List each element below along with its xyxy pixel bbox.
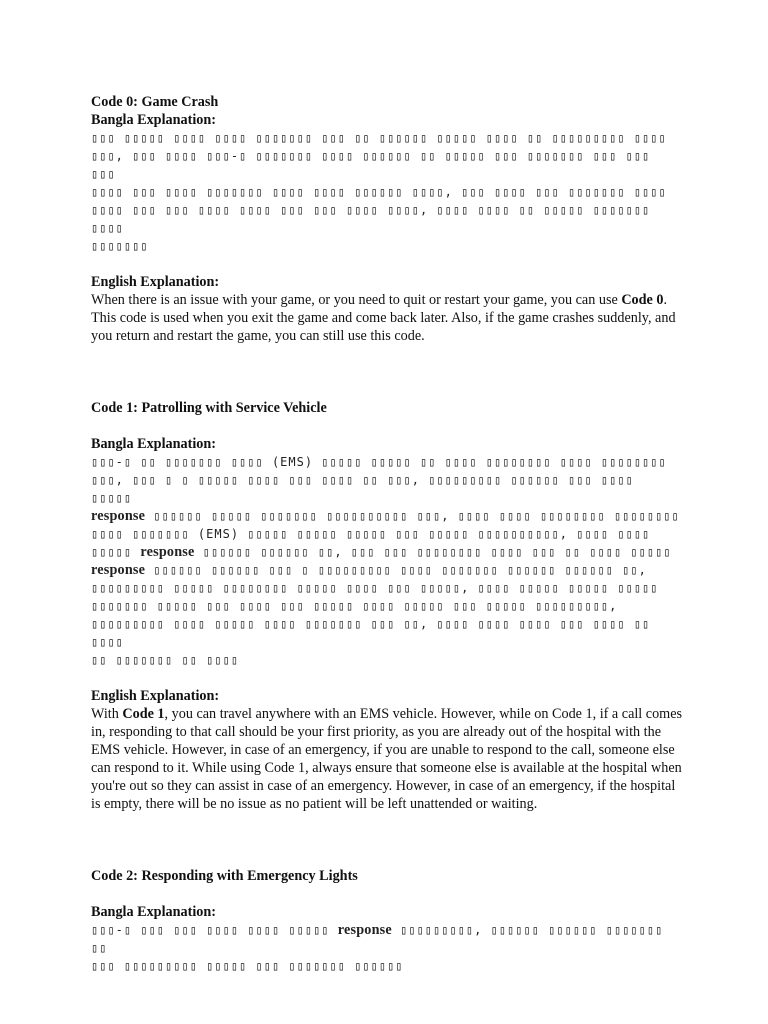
code0-bangla-text [91,129,683,255]
bangla-line: ▯▯▯▯▯▯▯▯▯ ▯▯▯▯▯ ▯▯▯▯▯▯▯▯ ▯▯▯▯▯ ▯▯▯▯ ▯▯▯ ▯▯▯▯▯, ▯▯▯▯ ▯▯▯▯▯ ▯▯▯▯▯ ▯▯▯▯▯ [91,581,659,595]
bangla-line: ▯▯▯▯ ▯▯▯ ▯▯▯▯ ▯▯▯▯▯▯▯ ▯▯▯▯ ▯▯▯▯ ▯▯▯▯▯▯ ▯▯▯▯, ▯▯▯ ▯▯▯▯ ▯▯▯ ▯▯▯▯▯▯▯ ▯▯▯▯ [91,185,667,199]
bangla-line: ▯▯ ▯▯▯▯▯▯▯ ▯▯ ▯▯▯▯ [91,653,240,667]
code1-bangla-text [91,453,683,669]
bangla-line: ▯▯▯▯▯▯▯ ▯▯▯▯▯ ▯▯▯ ▯▯▯▯ ▯▯▯ ▯▯▯▯▯ ▯▯▯▯ ▯▯▯▯▯ ▯▯▯ ▯▯▯▯▯ ▯▯▯▯▯▯▯▯▯, [91,599,618,613]
document-page [91,93,683,975]
code1-bangla-label: Bangla Explanation: [91,436,216,452]
code1-english-bold: Code 1 [122,706,165,722]
code0-english-text [91,291,683,345]
bangla-line: ▯▯▯, ▯▯▯ ▯ ▯ ▯▯▯▯▯ ▯▯▯▯ ▯▯▯ ▯▯▯▯ ▯▯ ▯▯▯, ▯▯▯▯▯▯▯▯▯ ▯▯▯▯▯▯ ▯▯▯ ▯▯▯▯ ▯▯▯▯▯ [91,473,634,505]
bangla-line: ▯▯▯ ▯▯▯▯▯▯▯▯▯ ▯▯▯▯▯ ▯▯▯ ▯▯▯▯▯▯▯ ▯▯▯▯▯▯ [91,959,404,973]
bangla-line: ▯▯▯▯▯▯▯▯▯ ▯▯▯▯ ▯▯▯▯▯ ▯▯▯▯ ▯▯▯▯▯▯▯ ▯▯▯ ▯▯, ▯▯▯▯ ▯▯▯▯ ▯▯▯▯ ▯▯▯ ▯▯▯▯ ▯▯ ▯▯▯▯ [91,617,651,649]
bangla-line: ▯▯▯▯▯ response ▯▯▯▯▯▯ ▯▯▯▯▯▯ ▯▯, ▯▯▯ ▯▯▯ ▯▯▯▯▯▯▯▯ ▯▯▯▯ ▯▯▯ ▯▯ ▯▯▯▯ ▯▯▯▯▯ [91,544,672,560]
bangla-line: response ▯▯▯▯▯▯ ▯▯▯▯▯ ▯▯▯▯▯▯▯ ▯▯▯▯▯▯▯▯▯▯ ▯▯▯, ▯▯▯▯ ▯▯▯▯ ▯▯▯▯▯▯▯▯ ▯▯▯▯▯▯▯▯ [91,508,680,524]
bangla-line: ▯▯▯-▯ ▯▯ ▯▯▯▯▯▯▯ ▯▯▯▯ (EMS) ▯▯▯▯▯ ▯▯▯▯▯ ▯▯ ▯▯▯▯ ▯▯▯▯▯▯▯▯ ▯▯▯▯ ▯▯▯▯▯▯▯▯ [91,455,667,469]
code0-bangla-label: Bangla Explanation: [91,112,216,128]
bangla-line: ▯▯▯-▯ ▯▯▯ ▯▯▯ ▯▯▯▯ ▯▯▯▯ ▯▯▯▯▯ response ▯▯▯▯▯▯▯▯▯, ▯▯▯▯▯▯ ▯▯▯▯▯▯ ▯▯▯▯▯▯▯ ▯▯ [91,922,664,955]
code1-english-text [91,705,683,813]
code1-english-part2: , you can travel anywhere with an EMS vehicle. However, while on Code 1, if a call comes in, responding to that call should be your first priority, as you are already out of the hospital with the EMS vehicle. However, in case of an emergency, if you are unable to respond to the call, someone else can respond to it. While using Code 1, always ensure that someone else is available at the hospital when you're out so they can assist in case of an emergency. However, in case of an emergency, if the hospital is empty, there will be no issue as no patient will be left unattended or waiting. [91,706,683,812]
bangla-line: ▯▯▯, ▯▯▯ ▯▯▯▯ ▯▯▯-▯ ▯▯▯▯▯▯▯ ▯▯▯▯ ▯▯▯▯▯▯ ▯▯ ▯▯▯▯▯ ▯▯▯ ▯▯▯▯▯▯▯ ▯▯▯ ▯▯▯ ▯▯▯ [91,149,651,181]
bangla-line: ▯▯▯▯ ▯▯▯ ▯▯▯ ▯▯▯▯ ▯▯▯▯ ▯▯▯ ▯▯▯ ▯▯▯▯ ▯▯▯▯, ▯▯▯▯ ▯▯▯▯ ▯▯ ▯▯▯▯▯ ▯▯▯▯▯▯▯ ▯▯▯▯ [91,203,651,235]
code1-title: Code 1: Patrolling with Service Vehicle [91,400,327,416]
code0-title: Code 0: Game Crash [91,94,219,110]
bangla-line: ▯▯▯▯ ▯▯▯▯▯▯▯ (EMS) ▯▯▯▯▯ ▯▯▯▯▯ ▯▯▯▯▯ ▯▯▯ ▯▯▯▯▯ ▯▯▯▯▯▯▯▯▯▯, ▯▯▯▯ ▯▯▯▯ [91,527,651,541]
code0-english-label: English Explanation: [91,274,220,290]
code0-english-part2: . This code is used when you exit the game and come back later. Also, if the game crashes suddenly, and you return and restart the game, you can still use this code. [91,292,676,344]
code1-english-label: English Explanation: [91,688,220,704]
code0-english-bold: Code 0 [621,292,664,308]
bangla-line: response ▯▯▯▯▯▯ ▯▯▯▯▯▯ ▯▯▯ ▯ ▯▯▯▯▯▯▯▯▯ ▯▯▯▯ ▯▯▯▯▯▯▯ ▯▯▯▯▯▯ ▯▯▯▯▯▯ ▯▯, [91,562,647,578]
code2-bangla-label: Bangla Explanation: [91,904,216,920]
code0-english-part1: When there is an issue with your game, or you need to quit or restart your game, you can use [91,292,622,308]
code2-bangla-text [91,921,683,975]
bangla-line: ▯▯▯▯▯▯▯ [91,239,149,253]
code1-english-part1: With [91,706,123,722]
bangla-line: ▯▯▯ ▯▯▯▯▯ ▯▯▯▯ ▯▯▯▯ ▯▯▯▯▯▯▯ ▯▯▯ ▯▯ ▯▯▯▯▯▯ ▯▯▯▯▯ ▯▯▯▯ ▯▯ ▯▯▯▯▯▯▯▯▯ ▯▯▯▯ [91,131,667,145]
code2-title: Code 2: Responding with Emergency Lights [91,868,358,884]
